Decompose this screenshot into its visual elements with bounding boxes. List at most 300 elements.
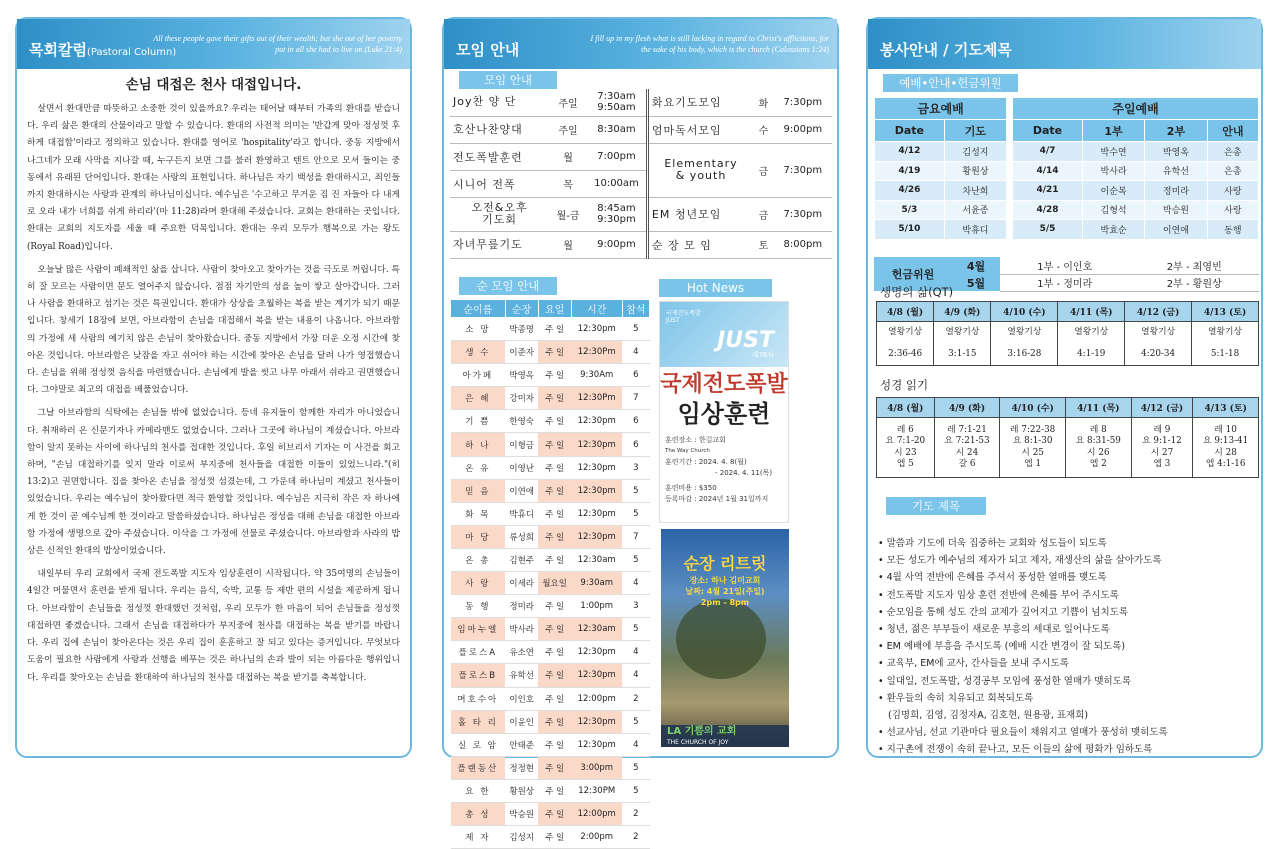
retreat-poster bbox=[661, 529, 789, 747]
soon-cell: 실 로 암 bbox=[451, 733, 506, 756]
bible-day: 4/10 (수) bbox=[1000, 398, 1066, 418]
soon-cell: 임마누엘 bbox=[451, 618, 506, 641]
worship-col-header: Date bbox=[875, 120, 945, 142]
soon-cell: 주 일 bbox=[538, 387, 571, 410]
prayer-item: • 지구촌에 전쟁이 속히 끝나고, 모든 이들의 삶에 평화가 임하도록 bbox=[878, 744, 1153, 756]
soon-cell: 김성지 bbox=[505, 826, 538, 849]
soon-cell: 4 bbox=[622, 341, 649, 364]
soon-cell: 플로스B bbox=[451, 664, 506, 687]
bible-line: 시 25 bbox=[1021, 447, 1044, 458]
column-title-sub: (Pastoral Column) bbox=[86, 47, 177, 58]
offering-month: 4월 bbox=[952, 257, 1000, 274]
soon-row bbox=[451, 410, 650, 433]
soon-cell: 주 일 bbox=[538, 710, 571, 733]
soon-cell: 화 목 bbox=[451, 502, 506, 525]
soon-cell: 주 일 bbox=[538, 456, 571, 479]
bible-label: 성경 읽기 bbox=[880, 378, 929, 392]
service-header bbox=[868, 19, 1261, 69]
soon-row bbox=[451, 595, 650, 618]
qt-verse: 4:20-34 bbox=[1125, 344, 1192, 366]
meeting-name: 엄마독서모임 bbox=[647, 116, 753, 143]
worship-table bbox=[874, 97, 1259, 240]
soon-row bbox=[451, 572, 650, 595]
meeting-day: 금 bbox=[753, 197, 774, 231]
prayer-item: (김명희, 김영, 김정자A, 김호현, 원용광, 표재희) bbox=[888, 710, 1089, 722]
soon-cell: 4 bbox=[622, 641, 649, 664]
worship-row bbox=[875, 220, 1259, 240]
bible-line: 엡 1 bbox=[1024, 459, 1042, 469]
meeting-time: 9:00pm bbox=[774, 116, 832, 143]
bible-cell bbox=[1193, 418, 1259, 478]
bible-cell bbox=[1065, 418, 1131, 478]
soon-cell: 12:30pm bbox=[571, 318, 622, 341]
soon-cell: 주 일 bbox=[538, 595, 571, 618]
qt-table bbox=[876, 301, 1259, 366]
bible-line: 시 26 bbox=[1087, 447, 1110, 458]
qt-day: 4/9 (화) bbox=[934, 302, 991, 322]
worship-cell: 4/26 bbox=[875, 181, 945, 201]
meeting-day: 금 bbox=[753, 143, 774, 197]
soon-cell: 이연애 bbox=[505, 479, 538, 502]
bible-day: 4/11 (목) bbox=[1065, 398, 1131, 418]
soon-cell: 3 bbox=[622, 595, 649, 618]
soon-cell: 5 bbox=[622, 779, 649, 802]
soon-cell: 9:30am bbox=[571, 572, 622, 595]
worship-cell: 이연애 bbox=[1145, 220, 1207, 240]
meeting-day: 월-금 bbox=[549, 197, 587, 231]
soon-cell: 주 일 bbox=[538, 664, 571, 687]
bible-cell bbox=[1131, 418, 1193, 478]
soon-cell: 12:30pm bbox=[571, 502, 622, 525]
meeting-time: 8:30am bbox=[587, 116, 647, 143]
meetings-label: 모임 안내 bbox=[459, 71, 557, 89]
bible-line: 시 24 bbox=[955, 447, 979, 458]
worship-cell: 박휴디 bbox=[944, 220, 1006, 240]
column-quote: All these people gave their gifts out of their wealth; but she out of her poverty put in all she had to live on (Luke 21:4) bbox=[153, 34, 402, 54]
soon-row bbox=[451, 687, 650, 710]
soon-row bbox=[451, 433, 650, 456]
qt-book: 열왕기상 bbox=[877, 322, 934, 344]
worship-cell: 김성지 bbox=[944, 142, 1006, 162]
soon-cell: 12:30pm bbox=[571, 433, 622, 456]
church-name: LA 기쁨의 교회 bbox=[667, 726, 737, 737]
meeting-name: 순 장 모 임 bbox=[647, 231, 753, 258]
soon-cell: 안태준 bbox=[505, 733, 538, 756]
soon-cell: 9:30Am bbox=[571, 364, 622, 387]
soon-label: 순 모임 안내 bbox=[459, 277, 557, 295]
meeting-name: 화요기도모임 bbox=[647, 89, 753, 116]
soon-cell: 2:00pm bbox=[571, 826, 622, 849]
meeting-time: 8:45am 9:30pm bbox=[587, 197, 647, 231]
meeting-time: 7:30pm bbox=[774, 89, 832, 116]
soon-cell: 6 bbox=[622, 433, 649, 456]
worship-cell: 박사라 bbox=[1082, 161, 1144, 181]
soon-cell: 플로스A bbox=[451, 641, 506, 664]
meeting-day: 목 bbox=[549, 170, 587, 197]
soon-col-header: 참석 bbox=[622, 300, 649, 318]
soon-row bbox=[451, 779, 650, 802]
meeting-name: 전도폭발훈련 bbox=[450, 143, 549, 170]
soon-row bbox=[451, 525, 650, 548]
soon-cell: 주 일 bbox=[538, 410, 571, 433]
bible-line: 레 10 bbox=[1214, 424, 1237, 435]
worship-cell: 박승원 bbox=[1145, 200, 1207, 220]
soon-row bbox=[451, 733, 650, 756]
retreat-title: 순장 리트릿 bbox=[683, 554, 767, 573]
soon-cell: 12:30pm bbox=[571, 479, 622, 502]
soon-cell: 주 일 bbox=[538, 548, 571, 571]
soon-cell: 1:00pm bbox=[571, 595, 622, 618]
qt-book: 열왕기상 bbox=[1125, 322, 1192, 344]
bible-line: 레 7:22-38 bbox=[1010, 424, 1056, 435]
soon-row bbox=[451, 479, 650, 502]
soon-row bbox=[451, 802, 650, 825]
meeting-day: 수 bbox=[753, 116, 774, 143]
soon-cell: 요 한 bbox=[451, 779, 506, 802]
soon-cell: 7 bbox=[622, 387, 649, 410]
qt-day: 4/13 (토) bbox=[1192, 302, 1259, 322]
soon-row bbox=[451, 364, 650, 387]
prayer-item: • 말씀과 기도에 더욱 집중하는 교회와 성도들이 되도록 bbox=[878, 538, 1107, 549]
bible-line: 요 9:13-41 bbox=[1203, 436, 1249, 446]
worship-cell: 4/12 bbox=[875, 142, 945, 162]
meeting-row bbox=[450, 116, 832, 143]
column-body bbox=[17, 101, 410, 687]
bible-line: 엡 4:1-16 bbox=[1205, 459, 1246, 469]
qt-day: 4/12 (금) bbox=[1125, 302, 1192, 322]
worship-col-header: 안내 bbox=[1207, 120, 1258, 142]
soon-cell: 아가페 bbox=[451, 364, 506, 387]
meeting-day: 월 bbox=[549, 143, 587, 170]
soon-cell: 12:30am bbox=[571, 548, 622, 571]
soon-col-header: 순장 bbox=[505, 300, 538, 318]
bible-line: 갈 6 bbox=[958, 459, 976, 469]
soon-row bbox=[451, 548, 650, 571]
worship-cell: 5/3 bbox=[875, 200, 945, 220]
poster-count: 제78차 bbox=[751, 351, 774, 359]
offering-second: 2부 - 황원상 bbox=[1130, 274, 1260, 291]
meeting-day: 주일 bbox=[549, 116, 587, 143]
bible-day: 4/9 (화) bbox=[934, 398, 1000, 418]
soon-row bbox=[451, 664, 650, 687]
soon-cell: 4 bbox=[622, 664, 649, 687]
column-header bbox=[17, 19, 410, 69]
just-logo: JUST bbox=[717, 328, 774, 353]
worship-cell: 박수연 bbox=[1082, 142, 1144, 162]
meeting-time: 7:30pm bbox=[774, 143, 832, 197]
qt-header-row bbox=[877, 302, 1259, 322]
column-paragraph: 오늘날 많은 사람이 폐쇄적인 삶을 삽니다. 사람이 찾아오고 찾아가는 것을 극도로 꺼립니다. 특히 잘 모르는 사람이면 문도 열어주지 않습니다. 점점 자기만의 성을 높이 쌓고 살아갑니다. 그러나 사람을 환대하고 섬기는 것은 특권입니다. 환대가 상상을 초월하는 복을 받는 계기가 되기 때문입니다. 창세기 18장에 보면, 아브라함이 손님을 대접해서 복을 받는 내용이 나옵니다. 아브라함의 가정에 세 사람의 예기치 않은 손님이 찾아왔습니다. 중동 지방에서 가장 더운 오정 시간에 찾아온 것입니다. 아브라함은 낮잠을 자고 쉬어야 하는 시간에 찾아온 손님을 달려 나가 영접했습니다. 손님을 위해 정성껏 음식을 마련했습니다. 손님에게 발을 씻고 나무 아래서 쉬라고 권면했습니다. 그야말로 최고의 대접을 베풀었습니다. bbox=[27, 264, 400, 396]
prayer-item: • EM 예배에 부흥을 주시도록 (예배 시간 변경이 잘 되도록) bbox=[878, 641, 1126, 653]
meetings-quote: I fill up in my flesh what is still lacking in regard to Christ's afflictions, for the sake of his body, which is the church (Colossians 1:24) bbox=[590, 34, 829, 54]
soon-row bbox=[451, 341, 650, 364]
soon-cell: 주 일 bbox=[538, 779, 571, 802]
soon-cell: 5 bbox=[622, 548, 649, 571]
soon-cell: 사 랑 bbox=[451, 572, 506, 595]
soon-cell: 12:30am bbox=[571, 618, 622, 641]
soon-cell: 믿 음 bbox=[451, 479, 506, 502]
soon-col-header: 순이름 bbox=[451, 300, 506, 318]
worship-label: 예배•안내•헌금위원 bbox=[883, 74, 1018, 92]
soon-cell: 주 일 bbox=[538, 802, 571, 825]
soon-cell: 5 bbox=[622, 710, 649, 733]
soon-row bbox=[451, 318, 650, 341]
meeting-name: EM 청년모임 bbox=[647, 197, 753, 231]
soon-col-header: 시간 bbox=[571, 300, 622, 318]
bible-line: 레 7:1-21 bbox=[947, 424, 987, 435]
bible-cell bbox=[877, 418, 935, 478]
soon-cell: 12:30pm bbox=[571, 733, 622, 756]
bible-row bbox=[877, 418, 1259, 478]
column-paragraph: 내일부터 우리 교회에서 국제 전도폭발 지도자 임상훈련이 시작됩니다. 약 35여명의 손님들이 4일간 머물면서 훈련을 받게 됩니다. 우리는 음식, 숙박, 교통 등 제반 편의 시설을 제공하게 됩니다. 아브라함이 손님들을 정성껏 환대했던 것처럼, 우리 모두가 한 마음이 되어 손님들을 정성껏 대접하면 좋겠습니다. 그래서 손님을 대접하다가 부지중에 천사를 대접하는 복을 받기를 바랍니다. 우리 집에 손님이 찾아온다는 것은 우리 집이 훈훈하고 잘 되고 있다는 증거입니다. 무엇보다 도움이 필요한 사람에게 사랑과 선행을 베푸는 것은 하나님의 손과 발이 되는 아름다운 행위입니다. 우리를 찾아오는 손님을 환대하여 하나님의 천사를 대접하는 복을 받기를 축복합니다. bbox=[27, 569, 400, 683]
meetings-panel bbox=[442, 17, 839, 844]
meeting-time: 7:30pm bbox=[774, 197, 832, 231]
soon-row bbox=[451, 502, 650, 525]
soon-cell: 주 일 bbox=[538, 826, 571, 849]
poster-small-text: 국제전도폭발 JUST bbox=[666, 310, 701, 324]
soon-cell: 이형금 bbox=[505, 433, 538, 456]
soon-cell: 총 성 bbox=[451, 802, 506, 825]
worship-row bbox=[875, 161, 1259, 181]
worship-cell: 정미라 bbox=[1145, 181, 1207, 201]
soon-cell: 박승원 bbox=[505, 802, 538, 825]
meeting-row bbox=[450, 89, 832, 116]
worship-col-header: 2부 bbox=[1145, 120, 1207, 142]
qt-day: 4/11 (목) bbox=[1058, 302, 1125, 322]
soon-cell: 7 bbox=[622, 525, 649, 548]
worship-row bbox=[875, 142, 1259, 162]
worship-cell: 차난희 bbox=[944, 181, 1006, 201]
soon-row bbox=[451, 456, 650, 479]
meeting-name: 자녀무릎기도 bbox=[450, 231, 549, 258]
soon-cell: 주 일 bbox=[538, 318, 571, 341]
bible-day: 4/8 (월) bbox=[877, 398, 935, 418]
soon-cell: 플랜동산 bbox=[451, 756, 506, 779]
soon-cell: 5 bbox=[622, 479, 649, 502]
worship-cell: 5/5 bbox=[1013, 220, 1083, 240]
worship-cell: 유학선 bbox=[1145, 161, 1207, 181]
meeting-name: 오전&오후 기도회 bbox=[450, 197, 549, 231]
soon-cell: 12:30Pm bbox=[571, 341, 622, 364]
soon-cell: 하 나 bbox=[451, 433, 506, 456]
soon-cell: 박휴디 bbox=[505, 502, 538, 525]
bible-header-row bbox=[877, 398, 1259, 418]
bible-line: 시 28 bbox=[1214, 447, 1237, 458]
worship-col-row bbox=[875, 120, 1259, 142]
soon-cell: 4 bbox=[622, 733, 649, 756]
worship-cell: 박효순 bbox=[1082, 220, 1144, 240]
soon-row bbox=[451, 756, 650, 779]
soon-cell: 생 수 bbox=[451, 341, 506, 364]
prayer-item: • 일대일, 전도폭발, 성경공부 모임에 풍성한 열매가 맺히도록 bbox=[878, 675, 1132, 687]
meeting-row bbox=[450, 197, 832, 231]
soon-cell: 황원상 bbox=[505, 779, 538, 802]
soon-cell: 이윤인 bbox=[505, 710, 538, 733]
poster-info: 훈련장소 : 한길교회 The Way Church 훈련기간 : 2024. 4. 8(월) - 2024. 4. 11(목) 훈련비용 : $350 등록마감 : 2024년 1월 31일까지 bbox=[665, 436, 773, 503]
bible-line: 요 9:1-12 bbox=[1142, 436, 1182, 446]
soon-cell: 온 총 bbox=[451, 548, 506, 571]
column-heading: 손님 대접은 천사 대접입니다. bbox=[125, 77, 302, 93]
soon-cell: 주 일 bbox=[538, 687, 571, 710]
worship-cell: 4/19 bbox=[875, 161, 945, 181]
prayer-item: • 4월 사역 전반에 은혜를 주셔서 풍성한 열매를 맺도록 bbox=[878, 572, 1107, 584]
soon-cell: 6 bbox=[622, 364, 649, 387]
soon-cell: 12:00pm bbox=[571, 687, 622, 710]
meeting-day: 주일 bbox=[549, 89, 587, 116]
prayer-item: • 전도폭발 지도자 임상 훈련 전반에 은혜를 부어 주시도록 bbox=[878, 589, 1119, 601]
bible-line: 시 27 bbox=[1150, 447, 1174, 458]
meeting-time: 9:00pm bbox=[587, 231, 647, 258]
bible-cell bbox=[934, 418, 1000, 478]
meeting-row bbox=[450, 143, 832, 170]
soon-cell: 2 bbox=[622, 826, 649, 849]
bible-line: 엡 3 bbox=[1153, 459, 1171, 469]
prayer-item: • 교육부, EM에 교사, 간사들을 보내 주시도록 bbox=[878, 658, 1069, 670]
prayer-item: • 청년, 젊은 부부들이 새로운 부흥의 세대로 일어나도록 bbox=[878, 624, 1110, 636]
meeting-row bbox=[450, 231, 832, 258]
soon-cell: 3 bbox=[622, 456, 649, 479]
soon-cell: 이인호 bbox=[505, 687, 538, 710]
soon-cell: 12:30pm bbox=[571, 410, 622, 433]
soon-cell: 주 일 bbox=[538, 525, 571, 548]
soon-cell: 주 일 bbox=[538, 502, 571, 525]
soon-cell: 강미자 bbox=[505, 387, 538, 410]
meeting-name: Elementary & youth bbox=[647, 143, 753, 197]
soon-cell: 주 일 bbox=[538, 756, 571, 779]
qt-verse-row bbox=[877, 344, 1259, 366]
qt-verse: 4:1-19 bbox=[1058, 344, 1125, 366]
soon-cell: 정미라 bbox=[505, 595, 538, 618]
pastoral-column-panel bbox=[15, 17, 412, 758]
soon-cell: 주 일 bbox=[538, 433, 571, 456]
ee-training-poster bbox=[659, 301, 789, 523]
soon-header-row bbox=[451, 300, 650, 318]
tree-image bbox=[676, 599, 766, 679]
soon-cell: 김현주 bbox=[505, 548, 538, 571]
soon-cell: 2 bbox=[622, 687, 649, 710]
soon-cell: 소 망 bbox=[451, 318, 506, 341]
bible-line: 요 8:31-59 bbox=[1075, 436, 1121, 446]
meeting-day: 월 bbox=[549, 231, 587, 258]
soon-cell: 5 bbox=[622, 756, 649, 779]
bible-line: 레 9 bbox=[1153, 424, 1171, 435]
worship-cell: 은총 bbox=[1207, 161, 1258, 181]
prayer-label: 기도 제목 bbox=[886, 497, 986, 515]
service-title: 봉사안내 / 기도제목 bbox=[880, 41, 1012, 59]
soon-cell: 이준자 bbox=[505, 341, 538, 364]
soon-cell: 2 bbox=[622, 802, 649, 825]
soon-cell: 유학선 bbox=[505, 664, 538, 687]
bible-line: 요 7:21-53 bbox=[944, 436, 990, 446]
qt-day: 4/8 (월) bbox=[877, 302, 934, 322]
worship-cell: 5/10 bbox=[875, 220, 945, 240]
worship-cell: 4/7 bbox=[1013, 142, 1083, 162]
soon-cell: 제 자 bbox=[451, 826, 506, 849]
offering-month: 5월 bbox=[952, 274, 1000, 291]
soon-row bbox=[451, 826, 650, 849]
worship-cell: 이순복 bbox=[1082, 181, 1144, 201]
offering-second: 2부 - 최영빈 bbox=[1130, 257, 1260, 274]
soon-cell: 마 당 bbox=[451, 525, 506, 548]
soon-cell: 주 일 bbox=[538, 364, 571, 387]
worship-cell: 4/21 bbox=[1013, 181, 1083, 201]
bible-line: 시 23 bbox=[894, 447, 917, 458]
soon-cell: 이세라 bbox=[505, 572, 538, 595]
worship-col-header: Date bbox=[1013, 120, 1083, 142]
meetings-header bbox=[444, 19, 837, 69]
prayer-item: • 모든 성도가 예수님의 제자가 되고 제자, 재생산의 삶을 살아가도록 bbox=[878, 555, 1162, 567]
qt-verse: 2:36-46 bbox=[877, 344, 934, 366]
soon-cell: 온 유 bbox=[451, 456, 506, 479]
soon-cell: 한영숙 bbox=[505, 410, 538, 433]
soon-table bbox=[450, 299, 650, 849]
soon-cell: 6 bbox=[622, 410, 649, 433]
prayer-item: • 환우들의 속히 치유되고 회복되도록 bbox=[878, 692, 1034, 704]
soon-cell: 5 bbox=[622, 318, 649, 341]
bible-day: 4/12 (금) bbox=[1131, 398, 1193, 418]
soon-cell: 박사라 bbox=[505, 618, 538, 641]
hot-news-label: Hot News bbox=[659, 279, 772, 297]
soon-cell: 주 일 bbox=[538, 479, 571, 502]
worship-row bbox=[875, 200, 1259, 220]
worship-cell: 사랑 bbox=[1207, 200, 1258, 220]
bible-table bbox=[876, 397, 1259, 478]
poster-title-2: 임상훈련 bbox=[677, 400, 771, 428]
friday-label: 금요예배 bbox=[875, 98, 1007, 120]
qt-verse: 5:1-18 bbox=[1192, 344, 1259, 366]
bible-cell bbox=[1000, 418, 1066, 478]
worship-cell: 은총 bbox=[1207, 142, 1258, 162]
bible-line: 레 6 bbox=[896, 424, 914, 435]
meeting-name: 호산나찬양대 bbox=[450, 116, 549, 143]
bible-line: 엡 2 bbox=[1089, 459, 1107, 469]
soon-cell: 4 bbox=[622, 572, 649, 595]
soon-row bbox=[451, 641, 650, 664]
soon-cell: 월요일 bbox=[538, 572, 571, 595]
worship-row bbox=[875, 181, 1259, 201]
meeting-day: 토 bbox=[753, 231, 774, 258]
soon-cell: 며호수아 bbox=[451, 687, 506, 710]
service-prayer-panel bbox=[866, 17, 1263, 758]
church-logo-bar bbox=[661, 725, 789, 747]
sunday-label: 주일예배 bbox=[1013, 98, 1259, 120]
offering-first: 1부 - 이인호 bbox=[1000, 257, 1130, 274]
soon-cell: 홀 타 리 bbox=[451, 710, 506, 733]
worship-cell: 4/28 bbox=[1013, 200, 1083, 220]
qt-book: 열왕기상 bbox=[934, 322, 991, 344]
soon-cell: 주 일 bbox=[538, 733, 571, 756]
soon-row bbox=[451, 618, 650, 641]
bible-line: 엡 5 bbox=[896, 459, 914, 469]
bible-line: 요 8:1-30 bbox=[1012, 436, 1053, 446]
bible-line: 요 7:1-20 bbox=[885, 436, 926, 446]
worship-col-header: 기도 bbox=[944, 120, 1006, 142]
soon-cell: 은 혜 bbox=[451, 387, 506, 410]
soon-row bbox=[451, 710, 650, 733]
soon-cell: 12:00pm bbox=[571, 802, 622, 825]
soon-cell: 유소연 bbox=[505, 641, 538, 664]
prayer-list bbox=[878, 535, 1258, 759]
soon-cell: 주 일 bbox=[538, 641, 571, 664]
meeting-time: 7:30am 9:50am bbox=[587, 89, 647, 116]
worship-cell: 4/14 bbox=[1013, 161, 1083, 181]
offering-label: 헌금위원 bbox=[874, 257, 952, 291]
qt-book: 열왕기상 bbox=[1058, 322, 1125, 344]
worship-cell: 서윤종 bbox=[944, 200, 1006, 220]
soon-col-header: 요일 bbox=[538, 300, 571, 318]
soon-cell: 12:30pm bbox=[571, 710, 622, 733]
soon-cell: 박영옥 bbox=[505, 364, 538, 387]
